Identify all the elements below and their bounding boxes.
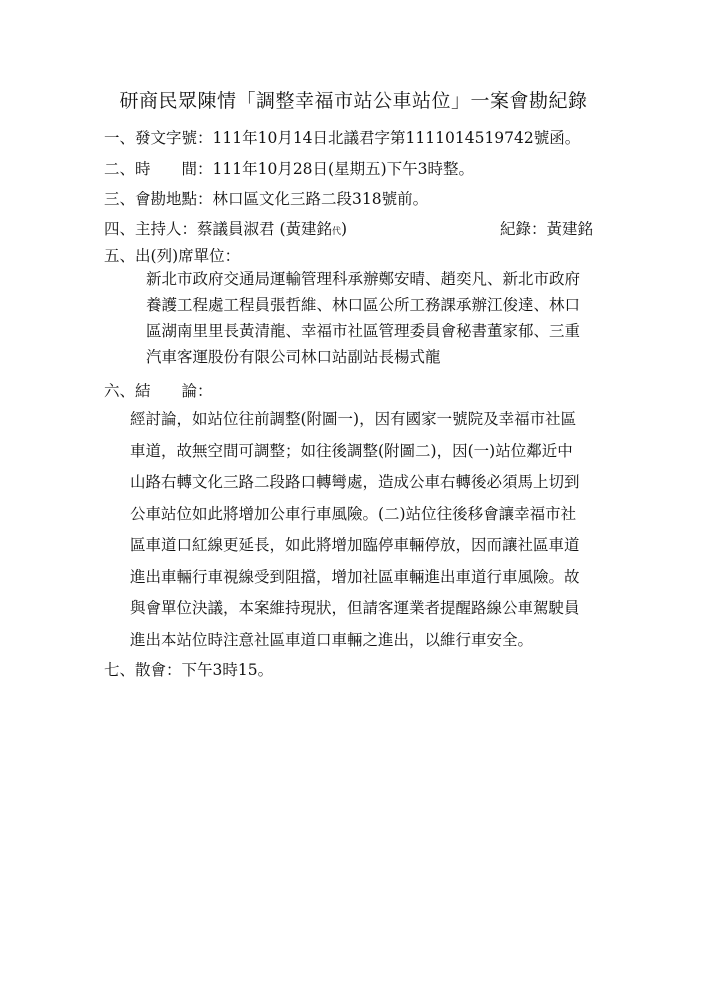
item-text: 主持人：蔡議員淑君 (黃建銘 (135, 220, 332, 238)
item-number: 四、 (104, 220, 136, 238)
item-5 (104, 244, 240, 268)
item-3 (104, 187, 428, 211)
conclusion-line: 進出車輛行車視線受到阻擋，增加社區車輛進出車道行車風險。故 (130, 567, 580, 586)
item-number: 二、 (104, 160, 136, 178)
item-text: 散會：下午3時15。 (135, 661, 274, 679)
attendees-line: 汽車客運股份有限公司林口站副站長楊式龍 (146, 348, 441, 366)
attendees-line: 區湖南里里長黃清龍、幸福市社區管理委員會秘書董家郁、三重 (146, 322, 581, 340)
substitute-mark: 代 (332, 227, 342, 237)
item-number: 五、 (104, 247, 136, 265)
conclusion-line: 進出本站位時注意社區車道口車輛之進出，以維行車安全。 (130, 630, 534, 649)
item-4 (104, 217, 347, 244)
item-text: 時 間：111年10月28日(星期五)下午3時整。 (135, 160, 475, 178)
attendees-line: 新北市政府交通局運輸管理科承辦鄭安晴、趙奕凡、新北市政府 (146, 270, 581, 288)
conclusion-text (130, 404, 630, 656)
item-6 (104, 379, 213, 403)
item-text: 會勘地點：林口區文化三路二段318號前。 (135, 190, 429, 208)
item-number: 一、 (104, 129, 136, 147)
conclusion-line: 區車道口紅線更延長，如此將增加臨停車輛停放，因而讓社區車道 (130, 536, 580, 554)
item-number: 七、 (104, 661, 136, 679)
item-7 (104, 658, 273, 682)
attendees-list (146, 266, 636, 370)
item-1 (104, 126, 580, 150)
document-title: 研商民眾陳情「調整幸福市站公車站位」一案會勘紀錄 (119, 90, 588, 112)
conclusion-line: 與會單位決議，本案維持現狀，但請客運業者提醒路線公車駕駛員 (130, 599, 580, 617)
item-number: 六、 (104, 382, 136, 400)
conclusion-line: 公車站位如此將增加公車行車風險。(二)站位往後移會讓幸福市社 (130, 504, 577, 523)
item-2 (104, 157, 474, 181)
conclusion-line: 山路右轉文化三路二段路口轉彎處，造成公車右轉後必須馬上切到 (130, 473, 580, 491)
conclusion-line: 經討論，如站位往前調整(附圖一)，因有國家一號院及幸福市社區 (130, 410, 577, 428)
item-number: 三、 (104, 190, 136, 208)
item-text: 發文字號：111年10月14日北議君字第1111014519742號函。 (135, 129, 581, 147)
recorder: 紀錄：黃建銘 (500, 220, 594, 238)
item-text-close: ) (341, 220, 348, 238)
item-text: 結 論： (135, 382, 213, 400)
attendees-line: 養護工程處工程員張哲維、林口區公所工務課承辦江俊達、林口 (146, 296, 581, 314)
item-text: 出(列)席單位： (135, 247, 241, 265)
conclusion-line: 車道，故無空間可調整；如往後調整(附圖二)，因(一)站位鄰近中 (130, 441, 573, 460)
